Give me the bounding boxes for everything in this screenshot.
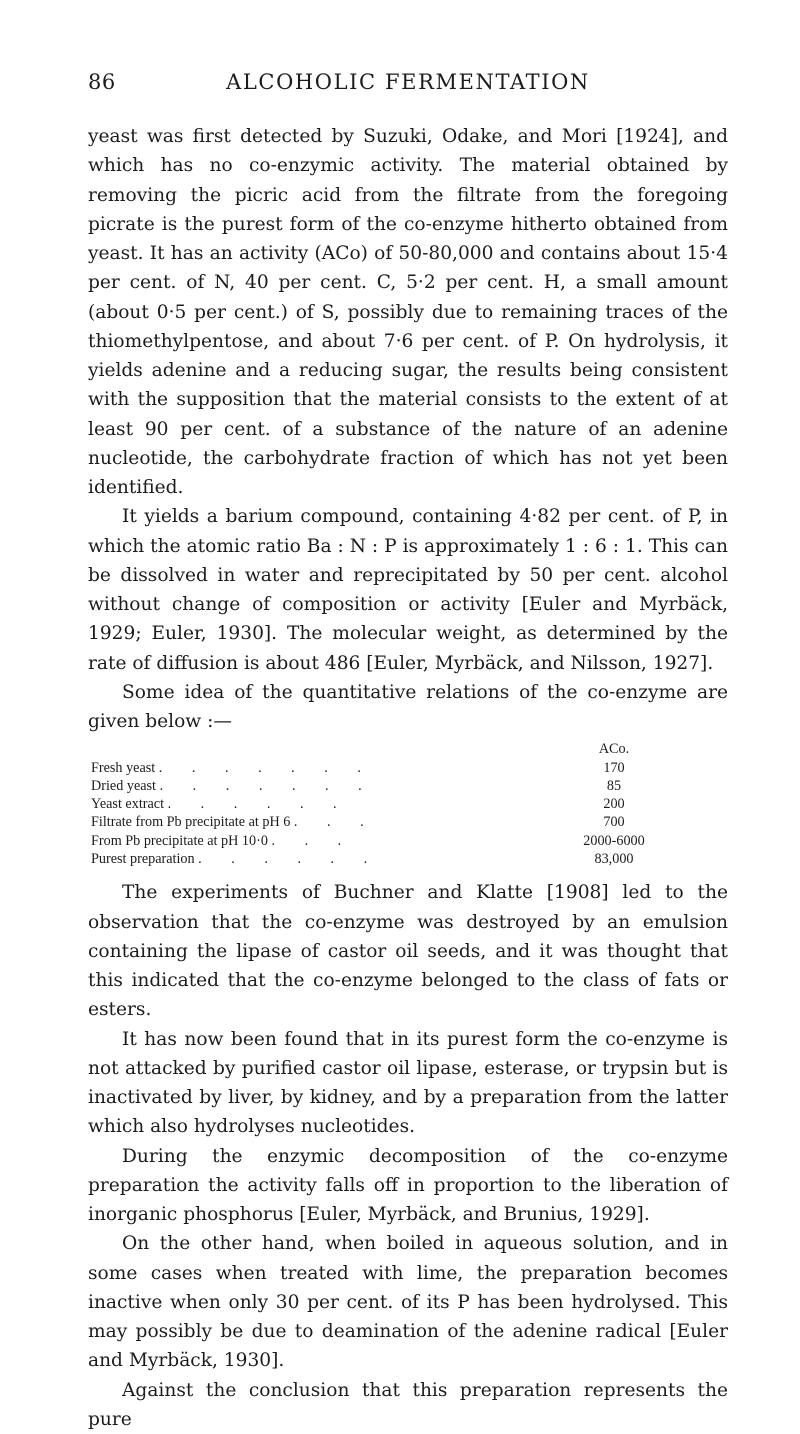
column-header-aco: ACo. (598, 741, 630, 758)
row-label: Dried yeast (91, 777, 157, 794)
row-label: Yeast extract (91, 796, 165, 813)
paragraph: On the other hand, when boiled in aqueous solution, and in some cases when treated with lime, the preparation becomes inactive when only 30 per cent. of its P has been hydrolysed. This may possibly be due to deamination of the adenine radical [Euler and Myrbäck, 1930]. (88, 1233, 728, 1372)
paragraph: yeast was first detected by Suzuki, Odake, and Mori [1924], and which has no co-enzymic activity. The material obtained by removing the picric acid from the filtrate from the foregoing picrate is the purest form of the co-enzyme hitherto obtained from yeast. It has an activity (ACo) of 50-80,000 and contains about 15·4 per cent. of N, 40 per cent. C, 5·2 per cent. H, a small amount (about 0·5 per cent.) of S, possibly due to remaining traces of the thiomethylpentose, and about 7·6 per cent. of P. On hydrolysis, it yields adenine and a reducing sugar, the results being consistent with the supposition that the material consists to the extent of at least 90 per cent. of a substance of the nature of an adenine nucleotide, the carbohydrate fraction of which has not yet been identified. (88, 126, 728, 498)
table-header-row (91, 740, 697, 758)
leader-dots: . . . . . . . (158, 759, 374, 776)
leader-dots: . . . (293, 814, 377, 831)
running-title: ALCOHOLIC FERMENTATION (226, 70, 590, 94)
row-label: Purest preparation (91, 851, 195, 868)
table-row (91, 795, 697, 813)
row-label: Filtrate from Pb precipitate at pH 6 (91, 814, 291, 831)
row-label: From Pb precipitate at pH 10·0 (91, 832, 268, 849)
row-value: 2000-6000 (583, 832, 645, 849)
row-value: 85 (606, 777, 622, 794)
table-row (91, 850, 697, 868)
paragraph: It has now been found that in its purest form the co-enzyme is not attacked by purified castor oil lipase, esterase, or trypsin but is inactivated by liver, by kidney, and by a preparation from the latter which also hydrolyses nucleotides. (88, 1028, 728, 1138)
row-value: 200 (603, 796, 625, 813)
row-value: 700 (603, 814, 625, 831)
row-value: 170 (603, 759, 625, 776)
paragraph: Against the conclusion that this preparation represents the pure (88, 1379, 728, 1430)
paragraph: It yields a barium compound, containing 4·82 per cent. of P, in which the atomic ratio Ba : N : P is approximately 1 : 6 : 1. This can be dissolved in water and reprecipitated by 50 per cent. alcohol without change of composition or activity [Euler and Myrbäck, 1929; Euler, 1930]. The molecular weight, as determined by the rate of diffusion is about 486 [Euler, Myrbäck, and Nilsson, 1927]. (88, 506, 728, 674)
page-header (88, 70, 728, 106)
row-value: 83,000 (594, 851, 634, 868)
table-row (91, 813, 697, 831)
paragraph: Some idea of the quantitative relations of the co-enzyme are given below :— (88, 681, 728, 732)
page-number: 86 (88, 70, 116, 94)
table-row (91, 777, 697, 795)
leader-dots: . . . . . . (198, 851, 381, 868)
table-row (91, 832, 697, 850)
leader-dots: . . . (271, 832, 355, 849)
activity-table (91, 740, 697, 868)
table-row (91, 759, 697, 777)
paragraph: The experiments of Buchner and Klatte [1908] led to the observation that the co-enzyme was destroyed by an emulsion containing the lipase of castor oil seeds, and it was thought that this indicated that the co-enzyme belonged to the class of fats or esters. (88, 882, 728, 1021)
row-label: Fresh yeast (91, 759, 156, 776)
leader-dots: . . . . . . (167, 796, 350, 813)
paragraph: During the enzymic decomposition of the co-enzyme preparation the activity falls off in proportion to the liberation of inorganic phosphorus [Euler, Myrbäck, and Brunius, 1929]. (88, 1145, 728, 1226)
page-body (88, 122, 728, 1434)
leader-dots: . . . . . . . (159, 777, 375, 794)
